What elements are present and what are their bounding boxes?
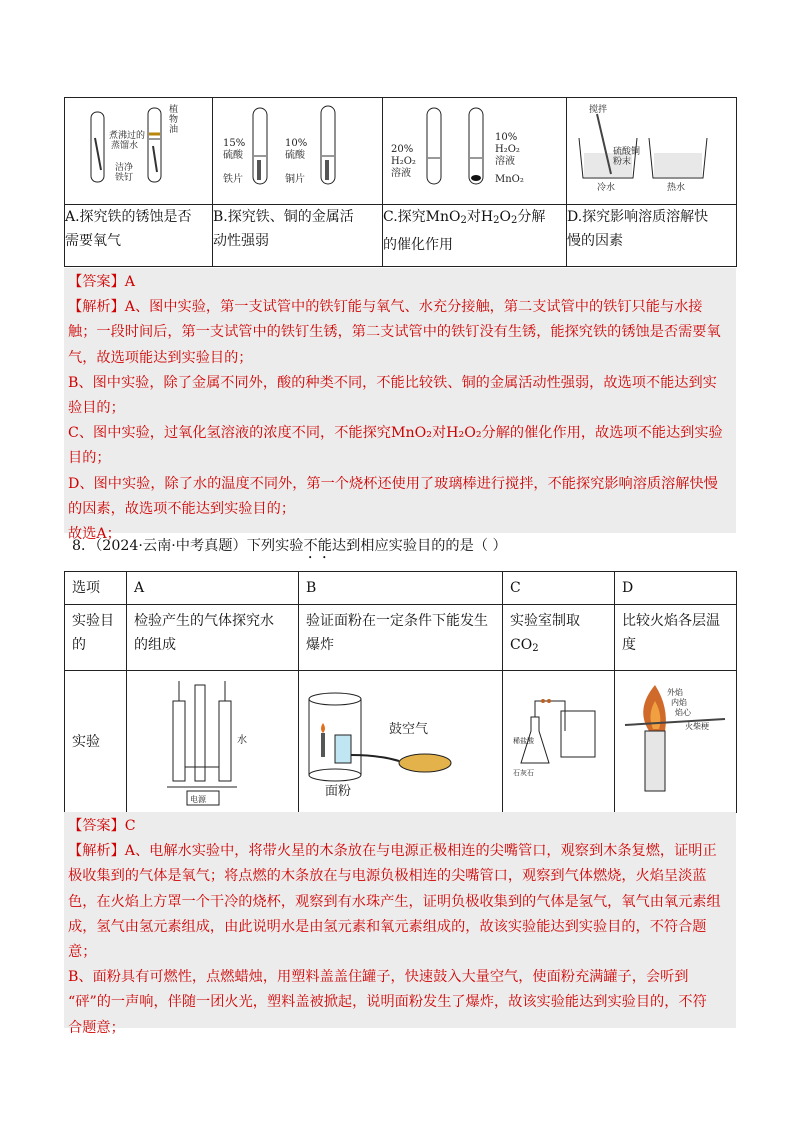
analysis-line: 的因素，故选项不能达到实验目的；: [68, 500, 296, 517]
fig-label: 面粉: [325, 784, 352, 799]
fig-label: 水: [237, 735, 247, 746]
analysis-line: B、图中实验，除了金属不同外，酸的种类不同，不能比较铁、铜的金属活动性强弱，故选项不能达到实: [68, 374, 717, 391]
fig-c-label: 10%: [495, 132, 518, 143]
analysis-line: C、图中实验，过氧化氢溶液的浓度不同，不能探究MnO₂对H₂O₂分解的催化作用，故选项不能达到实验: [68, 425, 723, 442]
analysis-line: 【解析】A、电解水实验中，将带火星的木条放在与电源正极相连的尖嘴管口，观察到木条复燃，证明正: [68, 843, 717, 860]
q7-option-b: [213, 205, 383, 267]
analysis-line: 故选A；: [68, 526, 121, 543]
q7-figure-c: [383, 98, 567, 205]
analysis-line: 色，在火焰上方罩一个干冷的烧杯，观察到有水珠产生，证明负极收集到的气体是氢气，氧气由氧元素组: [68, 893, 721, 910]
fig-d-label: 热水: [667, 183, 686, 193]
answer-block-7: [64, 268, 736, 543]
fig-c-label: MnO₂: [495, 174, 524, 185]
option-text: D.探究影响溶质溶解快: [567, 209, 709, 225]
q8-table: [64, 571, 737, 813]
analysis-line: B、面粉具有可燃性，点燃蜡烛，用塑料盖盖住罐子，快速鼓入大量空气，使面粉充满罐子，会听到: [68, 969, 689, 986]
analysis-line: 目的；: [68, 450, 111, 467]
fig-b-label: 硫酸: [285, 150, 305, 161]
analysis-line: 成，氢气由氢元素组成，由此说明水是由氢元素和氧元素组成的，故该实验能达到实验目的，不符合题: [68, 918, 707, 935]
fig-c-label: 20%: [391, 144, 414, 155]
option-text: 动性强弱: [213, 233, 269, 249]
option-text: 慢的因素: [567, 233, 623, 249]
option-text: 需要氧气: [65, 233, 121, 249]
fig-b-label: 10%: [285, 138, 308, 149]
exp-figure-b: [299, 671, 503, 813]
fig-label: 石灰石: [513, 769, 534, 777]
analysis-line: 【解析】A、图中实验，第一支试管中的铁钉能与氧气、水充分接触，第二支试管中的铁钉只能与水接: [68, 299, 703, 316]
fig-a-label: 蒸馏水: [111, 141, 139, 151]
fig-label: 火柴梗: [685, 722, 709, 731]
analysis-line: 气，故选项能达到实验目的；: [68, 349, 253, 366]
fig-c-label: H₂O₂: [495, 144, 520, 155]
fig-b-label: 硫酸: [223, 150, 243, 161]
exp-figure-c: [503, 671, 615, 813]
header-cell: 选项: [65, 572, 127, 605]
q7-figure-a: [65, 98, 213, 205]
header-cell: C: [503, 572, 615, 605]
fig-d-label: 搅拌: [589, 105, 608, 115]
fig-label: 内焰: [671, 698, 687, 707]
fig-label: 焰心: [675, 708, 691, 717]
purpose-cell: 实验目 的: [65, 605, 127, 671]
option-text: C.探究MnO$_2$对$H_2O_2$分解: [383, 209, 546, 226]
fig-a-label: 植: [169, 105, 179, 115]
analysis-line: 合题意；: [68, 1019, 125, 1036]
fig-a-label: 铁钉: [115, 173, 134, 183]
analysis-line: 验目的；: [68, 400, 125, 417]
fig-a-label: 洁净: [115, 163, 134, 173]
experiment-label: 实验: [65, 671, 127, 813]
fig-b-label: 15%: [223, 138, 246, 149]
fig-c-label: H₂O₂: [391, 156, 416, 167]
fig-a-label: 物: [169, 115, 179, 125]
q7-figure-d: [567, 98, 737, 205]
q7-option-c: [383, 205, 567, 267]
fig-d-label: 冷水: [597, 183, 616, 193]
fig-c-label: 溶液: [495, 156, 515, 167]
fig-b-label: 铜片: [285, 174, 305, 185]
fig-c-label: 溶液: [391, 168, 411, 179]
analysis-line: D、图中实验，除了水的温度不同外，第一个烧杯还使用了玻璃棒进行搅拌，不能探究影响溶质溶解快慢: [68, 475, 718, 492]
purpose-cell: 检验产生的气体探究水 的组成: [127, 605, 299, 671]
fig-d-label: 硫酸铜: [613, 147, 641, 157]
purpose-cell: 验证面粉在一定条件下能发生 爆炸: [299, 605, 503, 671]
fig-a-label: 煮沸过的: [109, 131, 146, 141]
fig-label: 鼓空气: [389, 722, 429, 737]
analysis-line: “砰”的一声响，伴随一团火光，塑料盖被掀起，说明面粉发生了爆炸，故该实验能达到实验目的，不符: [68, 994, 707, 1011]
fig-d-label: 粉末: [613, 157, 632, 167]
option-text: A.探究铁的锈蚀是否: [65, 209, 192, 225]
fig-b-label: 铁片: [223, 174, 243, 185]
exp-figure-a: [127, 671, 299, 813]
q7-option-d: [567, 205, 737, 267]
fig-label: 电源: [190, 795, 206, 804]
answer-label: 【答案】C: [68, 818, 136, 834]
answer-label: 【答案】A: [68, 274, 135, 290]
fig-a-label: 油: [169, 125, 179, 135]
header-cell: B: [299, 572, 503, 605]
fig-label: 稀盐酸: [513, 737, 534, 745]
q7-table: [64, 97, 737, 267]
option-text: 的催化作用: [383, 237, 453, 253]
question-8-stem: 8．（2024·云南·中考真题）下列实验不能达到相应实验目的的是（ ）: [72, 538, 507, 554]
purpose-cell: 实验室制取 $CO_2$: [503, 605, 615, 671]
header-cell: A: [127, 572, 299, 605]
exp-figure-d: [615, 671, 737, 813]
header-cell: D: [615, 572, 737, 605]
analysis-line: 触；一段时间后，第一支试管中的铁钉生锈，第二支试管中的铁钉没有生锈，能探究铁的锈蚀是否需要氧: [68, 324, 721, 341]
analysis-line: 意；: [68, 944, 97, 961]
q7-option-a: [65, 205, 213, 267]
fig-label: 外焰: [667, 688, 683, 697]
q7-figure-b: [213, 98, 383, 205]
purpose-cell: 比较火焰各层温 度: [615, 605, 737, 671]
option-text: B.探究铁、铜的金属活: [213, 209, 354, 225]
analysis-line: 极收集到的气体是氧气；将点燃的木条放在与电源负极相连的尖嘴管口，观察到气体燃烧，火焰呈淡蓝: [68, 868, 707, 885]
answer-block-8: [64, 812, 736, 1036]
